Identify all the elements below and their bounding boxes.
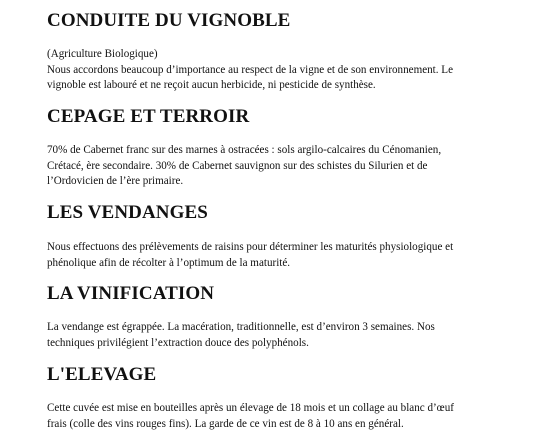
section-paragraph (47, 401, 454, 432)
section-heading: LA VINIFICATION (47, 283, 215, 304)
section-heading: L'ELEVAGE (47, 364, 157, 385)
paragraph-line: Nous accordons beaucoup d’importance au respect de la vigne et de son environnement. Le (47, 63, 454, 76)
section-paragraph (47, 143, 441, 190)
section-paragraph (47, 47, 453, 94)
paragraph-line: 70% de Cabernet franc sur des marnes à ostracées : sols argilo-calcaires du Cénomanien, (47, 144, 442, 156)
paragraph-line: (Agriculture Biologique) (47, 48, 158, 60)
paragraph-line: phénolique afin de récolter à l’optimum de la maturité. (47, 256, 291, 269)
paragraph-line: Crétacé, ère secondaire. 30% de Cabernet sauvignon sur des schistes du Silurien et de (47, 159, 428, 172)
paragraph-line: Cette cuvée est mise en bouteilles après un élevage de 18 mois et un collage au blanc d’œuf (47, 402, 454, 414)
paragraph-line: techniques privilégient l’extraction douce des polyphénols. (47, 336, 309, 349)
section-heading: CEPAGE ET TERROIR (47, 106, 250, 127)
paragraph-line: La vendange est égrappée. La macération, traditionnelle, est d’environ 3 semaines. Nos (47, 321, 435, 333)
section-heading: LES VENDANGES (47, 202, 208, 223)
paragraph-line: frais (colle des vins rouges fins). La garde de ce vin est de 8 à 10 ans en général. (47, 417, 404, 430)
paragraph-line: vignoble est labouré et ne reçoit aucun herbicide, ni pesticide de synthèse. (47, 79, 376, 92)
section-heading: CONDUITE DU VIGNOBLE (47, 10, 291, 31)
section-paragraph (47, 240, 453, 271)
paragraph-line: Nous effectuons des prélèvements de raisins pour déterminer les maturités physiologique et (47, 241, 454, 253)
section-paragraph (47, 320, 435, 351)
paragraph-line: l’Ordovicien de l’ère primaire. (47, 175, 184, 188)
